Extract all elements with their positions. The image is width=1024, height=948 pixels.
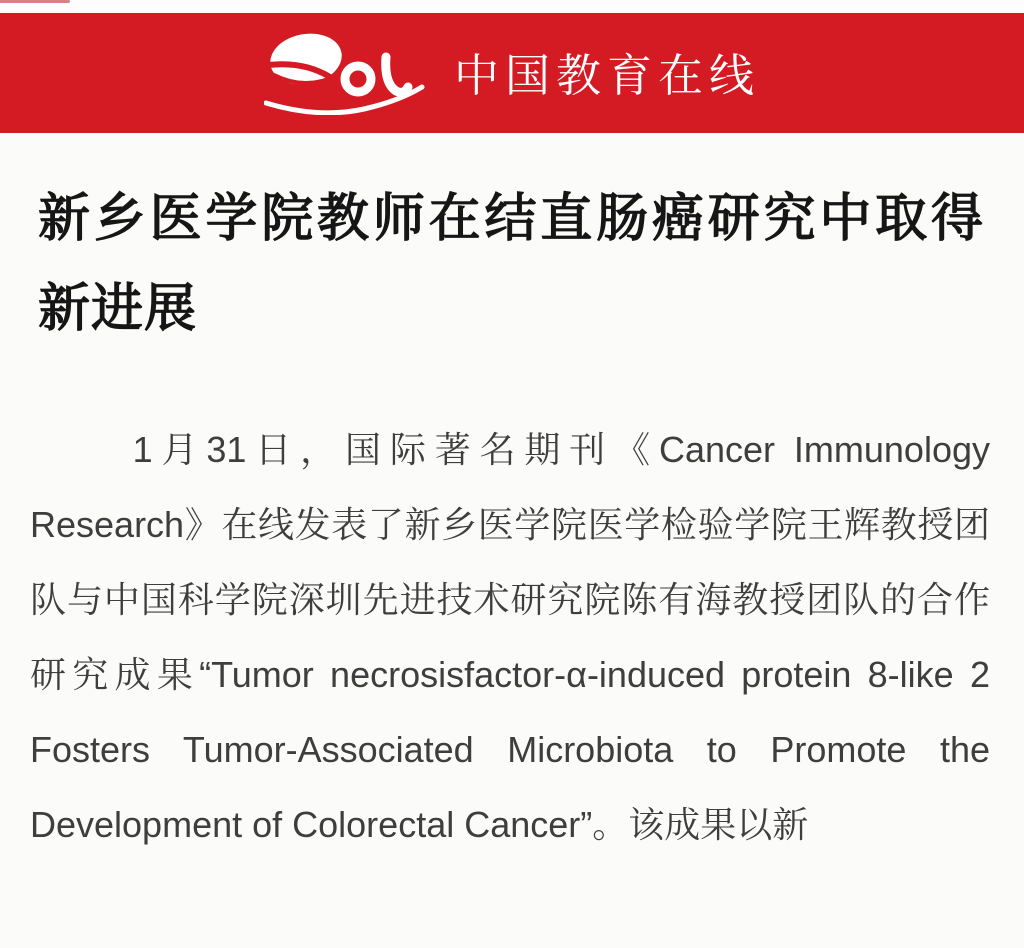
top-white-strip bbox=[0, 0, 1024, 13]
brand-home-link[interactable] bbox=[264, 31, 760, 115]
article-title: 新乡医学院教师在结直肠癌研究中取得新进展 bbox=[38, 190, 984, 338]
article-paragraph: 1月31日，国际著名期刊《Cancer Immunology Research》在线发表了新乡医学院医学检验学院王辉教授团队与中国科学院深圳先进技术研究院陈有海教授团队的合作研究成果“Tumor necrosisfactor-α-induced protein 8-like 2 Fosters Tumor-Associated Microbiota to Promote the Development of Colorectal Cancer”。该成果以新 bbox=[30, 429, 990, 845]
brand-name-text: 中国教育在线 bbox=[453, 49, 760, 101]
top-left-red-artifact bbox=[0, 0, 70, 3]
eol-logo-icon bbox=[264, 31, 426, 115]
brand-header-bar bbox=[0, 13, 1024, 133]
article-body bbox=[0, 412, 1024, 862]
